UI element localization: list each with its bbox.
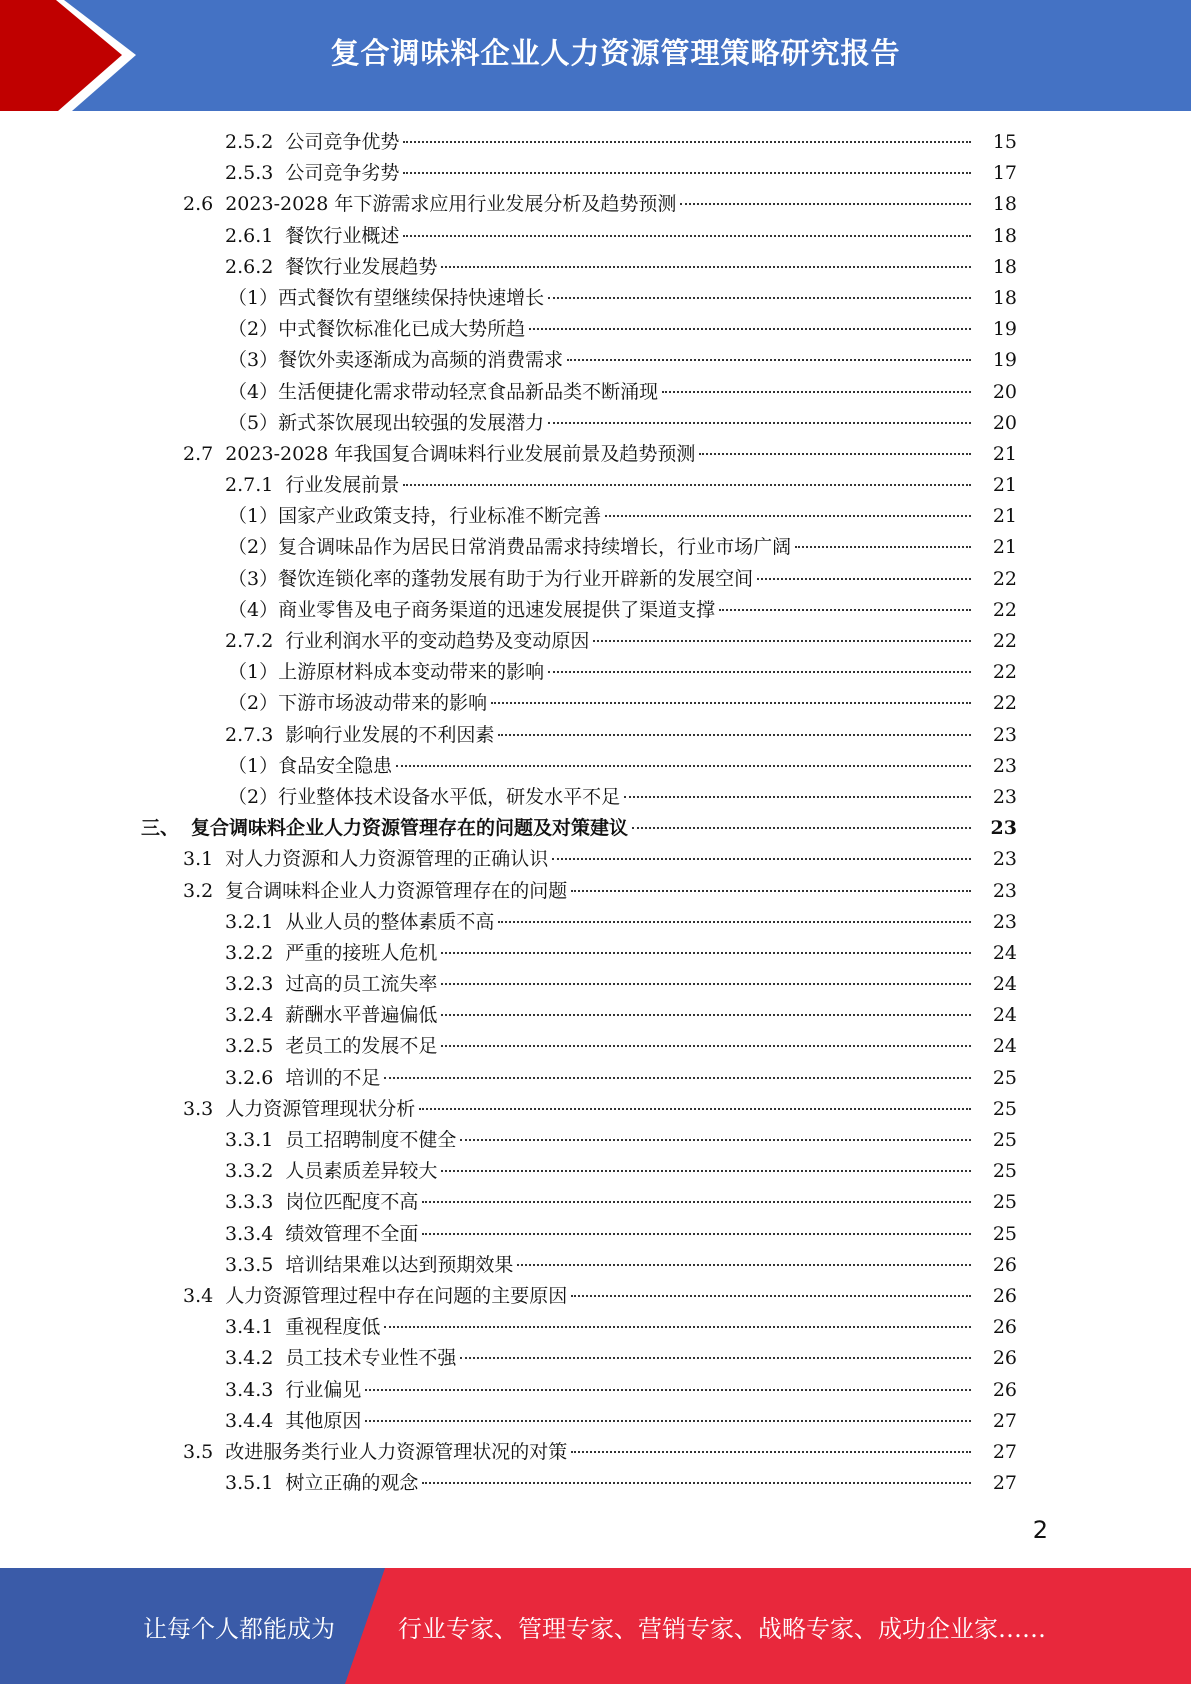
footer-slogan-left: 让每个人都能成为 [143,1614,335,1643]
toc-entry[interactable] [0,564,1191,595]
toc-dot-leader [460,1356,971,1359]
toc-entry-number: （3） [228,567,279,590]
toc-entry-number: 3.2.6 [225,1066,274,1089]
toc-entry-title: 商业零售及电子商务渠道的迅速发展提供了渠道支撑 [278,598,716,621]
toc-entry-page: 26 [992,1253,1017,1276]
toc-entry-title: 行业利润水平的变动趋势及变动原因 [285,630,590,652]
toc-entry[interactable] [0,1187,1191,1218]
toc-dot-leader [403,171,971,174]
toc-dot-leader [517,1263,971,1266]
toc-entry-page: 26 [992,1316,1017,1339]
toc-entry-number: （1） [228,505,279,528]
toc-dot-leader [365,1419,971,1422]
toc-dot-leader [548,670,971,673]
toc-entry-page: 23 [992,754,1017,777]
toc-entry[interactable] [0,876,1191,907]
toc-entry-page: 23 [992,848,1017,871]
toc-entry-page: 18 [992,224,1017,247]
toc-dot-leader [680,202,971,205]
toc-entry-number: 2.6.2 [225,255,274,278]
footer-band [0,1568,1191,1684]
toc-entry-page: 22 [992,692,1017,715]
toc-entry[interactable] [0,127,1191,158]
toc-entry-number: 3.2.3 [225,973,274,996]
toc-entry[interactable] [0,595,1191,626]
toc-dot-leader [548,421,971,424]
toc-entry[interactable] [0,1406,1191,1437]
toc-dot-leader [384,1076,971,1079]
toc-entry[interactable] [0,221,1191,252]
toc-entry[interactable] [0,470,1191,501]
toc-dot-leader [441,1169,971,1172]
toc-dot-leader [441,1013,971,1016]
toc-entry-page: 18 [992,286,1017,309]
toc-dot-leader [571,889,971,892]
toc-entry-number: 3.3.3 [225,1191,274,1214]
toc-entry[interactable] [0,938,1191,969]
toc-entry-title: 复合调味品作为居民日常消费品需求持续增长，行业市场广阔 [278,536,792,559]
toc-entry-number: 3.3.1 [225,1129,274,1151]
toc-entry-title: 改进服务类行业人力资源管理状况的对策 [225,1440,568,1463]
toc-entry-title: 2023-2028 年下游需求应用行业发展分析及趋势预测 [225,193,677,216]
toc-entry-page: 25 [992,1066,1017,1089]
toc-entry[interactable] [0,626,1191,657]
toc-entry[interactable] [0,158,1191,189]
toc-entry-title: 下游市场波动带来的影响 [278,692,488,715]
toc-entry-title: 对人力资源和人力资源管理的正确认识 [225,848,549,871]
toc-dot-leader [529,327,971,330]
toc-entry-page: 23 [990,817,1017,840]
toc-entry-number: 3.2 [183,879,214,902]
toc-entry[interactable] [0,751,1191,782]
toc-entry-title: 培训结果难以达到预期效果 [285,1253,514,1276]
toc-entry-title: 食品安全隐患 [278,754,393,777]
toc-dot-leader [548,296,971,299]
toc-entry-number: 3.3.5 [225,1253,274,1276]
toc-entry-number: 2.7.1 [225,474,274,497]
toc-dot-leader [403,140,971,143]
toc-entry-page: 21 [992,474,1017,497]
toc-entry-number: 2.5.2 [225,131,274,153]
toc-dot-leader [441,951,971,954]
toc-entry-number: （2） [228,318,279,341]
toc-entry-number: （4） [228,380,279,403]
toc-entry-page: 25 [992,1191,1017,1214]
toc-entry-page: 23 [992,723,1017,746]
toc-dot-leader [403,483,971,486]
toc-dot-leader [662,390,971,393]
toc-entry[interactable] [0,1281,1191,1312]
toc-entry-number: 3.2.1 [225,910,274,933]
toc-entry[interactable] [0,408,1191,439]
toc-dot-leader [719,608,971,611]
toc-dot-leader [384,1325,971,1328]
toc-entry-page: 22 [992,630,1017,652]
toc-entry[interactable] [0,345,1191,376]
toc-entry[interactable] [0,1468,1191,1499]
toc-entry-page: 24 [992,1004,1017,1027]
toc-entry[interactable] [0,283,1191,314]
toc-entry[interactable] [0,782,1191,813]
toc-entry-number: 2.6 [183,193,214,216]
toc-dot-leader [571,1450,971,1453]
toc-dot-leader [699,452,971,455]
toc-entry[interactable] [0,1063,1191,1094]
toc-entry[interactable] [0,813,1191,844]
toc-entry[interactable] [0,1094,1191,1125]
toc-entry-page: 19 [992,349,1017,372]
toc-entry-page: 17 [992,162,1017,185]
toc-dot-leader [396,764,971,767]
toc-entry-page: 19 [992,318,1017,341]
toc-entry[interactable] [0,314,1191,345]
toc-dot-leader [624,795,971,798]
toc-entry-title: 重视程度低 [285,1316,381,1339]
toc-entry-title: 西式餐饮有望继续保持快速增长 [278,286,545,309]
toc-entry-page: 25 [992,1097,1017,1120]
toc-entry-number: （1） [228,661,279,684]
toc-entry-page: 20 [992,411,1017,434]
toc-entry-page: 27 [992,1440,1017,1463]
toc-entry[interactable] [0,1031,1191,1062]
toc-dot-leader [605,514,971,517]
toc-entry-number: （2） [228,536,279,559]
report-title: 复合调味料企业人力资源管理策略研究报告 [330,36,901,70]
toc-entry-title: 餐饮连锁化率的蓬勃发展有助于为行业开辟新的发展空间 [278,567,754,590]
toc-entry-number: 2.7.3 [225,723,274,746]
toc-dot-leader [422,1200,971,1203]
toc-entry-title: 人力资源管理过程中存在问题的主要原因 [225,1284,568,1307]
toc-entry-page: 21 [992,536,1017,559]
toc-entry-title: 复合调味料企业人力资源管理存在的问题 [225,879,568,902]
toc-entry-number: 3.3.2 [225,1160,274,1183]
toc-entry-number: 2.7 [183,442,214,465]
toc-entry-number: 3.4.1 [225,1316,274,1339]
toc-entry-title: 中式餐饮标准化已成大势所趋 [278,318,526,341]
toc-entry[interactable] [0,532,1191,563]
toc-entry[interactable] [0,844,1191,875]
toc-entry-title: 公司竞争优势 [285,131,400,153]
toc-entry-title: 树立正确的观念 [285,1472,419,1495]
toc-entry[interactable] [0,907,1191,938]
toc-entry-page: 26 [992,1347,1017,1370]
toc-dot-leader [571,1294,971,1297]
toc-entry[interactable] [0,1437,1191,1468]
toc-entry[interactable] [0,1125,1191,1156]
toc-entry-page: 27 [992,1409,1017,1432]
toc-entry-page: 20 [992,380,1017,403]
toc-dot-leader [441,1044,971,1047]
toc-entry-number: （2） [228,785,279,808]
toc-entry[interactable] [0,439,1191,470]
toc-dot-leader [795,545,971,548]
toc-entry-title: 生活便捷化需求带动轻烹食品新品类不断涌现 [278,380,659,403]
toc-dot-leader [422,1232,971,1235]
toc-entry-title: 公司竞争劣势 [285,162,400,185]
toc-entry-title: 从业人员的整体素质不高 [285,910,495,933]
toc-entry[interactable] [0,377,1191,408]
toc-entry-title: 岗位匹配度不高 [285,1191,419,1214]
toc-entry-title: 培训的不足 [285,1066,381,1089]
toc-entry-number: 3.3.4 [225,1222,274,1245]
toc-entry-number: （4） [228,598,279,621]
toc-entry-number: （1） [228,754,279,777]
toc-dot-leader [632,826,971,829]
toc-entry-number: （1） [228,286,279,309]
toc-entry-page: 18 [992,193,1017,216]
toc-entry-title: 餐饮外卖逐渐成为高频的消费需求 [278,349,564,372]
toc-dot-leader [365,1388,971,1391]
toc-entry-title: 过高的员工流失率 [285,973,438,996]
toc-entry-number: 2.7.2 [225,630,274,652]
toc-entry-page: 21 [992,442,1017,465]
toc-entry[interactable] [0,720,1191,751]
page-number: 2 [1032,1516,1048,1544]
toc-entry-title: 其他原因 [285,1409,362,1432]
toc-entry-page: 24 [992,941,1017,964]
toc-entry-title: 影响行业发展的不利因素 [285,723,495,746]
toc-entry[interactable] [0,657,1191,688]
toc-entry-page: 22 [992,598,1017,621]
toc-entry-title: 餐饮行业概述 [285,224,400,247]
toc-entry[interactable] [0,252,1191,283]
header-band [0,0,1191,111]
toc-entry-title: 复合调味料企业人力资源管理存在的问题及对策建议 [191,817,629,840]
toc-dot-leader [552,857,971,860]
toc-dot-leader [419,1107,971,1110]
toc-dot-leader [441,982,971,985]
toc-entry-page: 23 [992,879,1017,902]
toc-entry-number: 2.5.3 [225,162,274,185]
toc-entry-page: 22 [992,661,1017,684]
toc-entry-number: 三、 [141,817,180,840]
toc-entry-title: 行业偏见 [285,1378,362,1401]
toc-dot-leader [498,920,971,923]
toc-entry-title: 新式茶饮展现出较强的发展潜力 [278,411,545,434]
toc-dot-leader [498,733,971,736]
toc-entry[interactable] [0,1343,1191,1374]
toc-entry-number: 2.6.1 [225,224,274,247]
toc-entry-page: 25 [992,1129,1017,1151]
toc-dot-leader [593,639,971,642]
toc-entry-number: 3.2.4 [225,1004,274,1027]
toc-dot-leader [460,1138,971,1141]
toc-entry-number: 3.5.1 [225,1472,274,1495]
toc-entry-page: 25 [992,1222,1017,1245]
toc-entry-number: 3.2.5 [225,1035,274,1058]
toc-entry-page: 24 [992,1035,1017,1058]
toc-entry-page: 18 [992,255,1017,278]
toc-entry-number: 3.5 [183,1440,214,1463]
toc-entry-page: 21 [992,505,1017,528]
toc-dot-leader [441,265,971,268]
toc-entry-number: 3.4.4 [225,1409,274,1432]
toc-dot-leader [403,234,971,237]
toc-entry-title: 人员素质差异较大 [285,1160,438,1183]
toc-entry[interactable] [0,1375,1191,1406]
toc-entry-page: 24 [992,973,1017,996]
toc-dot-leader [491,701,971,704]
toc-entry-page: 27 [992,1472,1017,1495]
toc-entry-title: 严重的接班人危机 [285,941,438,964]
toc-entry-title: 行业整体技术设备水平低，研发水平不足 [278,785,621,808]
toc-entry-number: （2） [228,692,279,715]
toc-entry-page: 23 [992,910,1017,933]
table-of-contents [0,127,1191,1499]
toc-entry-title: 人力资源管理现状分析 [225,1097,416,1120]
toc-entry-page: 26 [992,1284,1017,1307]
toc-entry-title: 餐饮行业发展趋势 [285,255,438,278]
toc-entry-number: 3.2.2 [225,941,274,964]
toc-entry[interactable] [0,1156,1191,1187]
toc-entry[interactable] [0,1250,1191,1281]
toc-entry-title: 绩效管理不全面 [285,1222,419,1245]
toc-entry[interactable] [0,688,1191,719]
toc-entry-title: 员工技术专业性不强 [285,1347,457,1370]
footer-slogan-right: 行业专家、管理专家、营销专家、战略专家、成功企业家…… [398,1614,1046,1643]
toc-entry[interactable] [0,189,1191,220]
toc-entry-number: 3.4 [183,1284,214,1307]
toc-entry[interactable] [0,1000,1191,1031]
toc-entry-title: 国家产业政策支持，行业标准不断完善 [278,505,602,528]
toc-dot-leader [422,1481,971,1484]
toc-entry-title: 员工招聘制度不健全 [285,1129,457,1151]
toc-entry[interactable] [0,1219,1191,1250]
toc-entry-number: 3.4.2 [225,1347,274,1370]
toc-entry-number: 3.1 [183,848,214,871]
toc-entry-number: （3） [228,349,279,372]
toc-dot-leader [567,358,971,361]
toc-entry-title: 薪酬水平普遍偏低 [285,1004,438,1027]
toc-entry-title: 2023-2028 年我国复合调味料行业发展前景及趋势预测 [225,442,696,465]
toc-entry-number: 3.4.3 [225,1378,274,1401]
toc-entry-page: 26 [992,1378,1017,1401]
toc-entry-page: 22 [992,567,1017,590]
toc-entry-title: 行业发展前景 [285,474,400,497]
toc-dot-leader [757,577,971,580]
toc-entry-number: （5） [228,411,279,434]
toc-entry-page: 23 [992,785,1017,808]
toc-entry-number: 3.3 [183,1097,214,1120]
toc-entry-page: 15 [992,131,1017,153]
toc-entry[interactable] [0,1312,1191,1343]
toc-entry-page: 25 [992,1160,1017,1183]
toc-entry-title: 老员工的发展不足 [285,1035,438,1058]
toc-entry[interactable] [0,501,1191,532]
toc-entry[interactable] [0,969,1191,1000]
toc-entry-title: 上游原材料成本变动带来的影响 [278,661,545,684]
